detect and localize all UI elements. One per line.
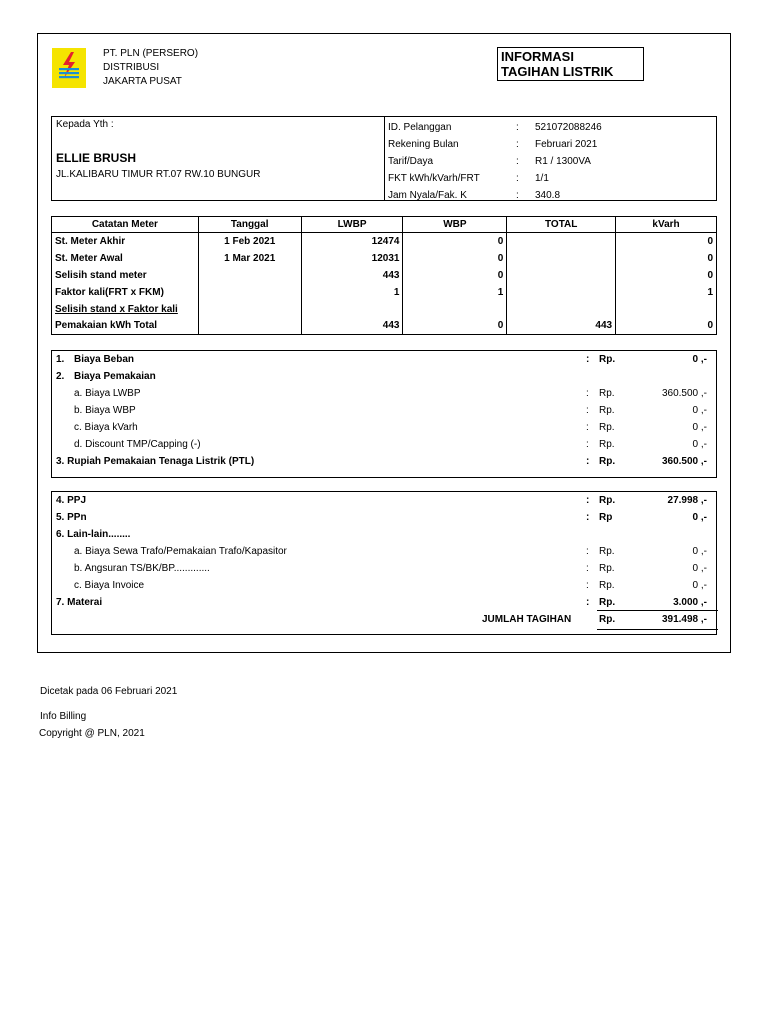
charge-sep: : xyxy=(586,354,590,365)
table-row xyxy=(52,284,717,301)
charge-amount: 360.500 ,- xyxy=(661,388,707,399)
meter-wbp: 0 xyxy=(403,250,507,267)
company-header xyxy=(103,47,198,89)
charge-label: b. Angsuran TS/BK/BP............. xyxy=(74,563,210,574)
charge-currency: Rp. xyxy=(599,439,615,450)
charge-amount: 0 ,- xyxy=(692,422,707,433)
charge-row xyxy=(52,560,716,577)
charge-sep: : xyxy=(586,439,589,450)
meter-total xyxy=(507,301,616,318)
charge-row xyxy=(52,385,716,402)
info-value: R1 / 1300VA xyxy=(535,156,591,167)
meter-total xyxy=(507,250,616,267)
info-row-hours xyxy=(388,187,708,204)
meter-total: 443 xyxy=(507,318,616,335)
recipient-name: ELLIE BRUSH xyxy=(56,151,137,165)
meter-kvarh: 0 xyxy=(616,233,717,250)
info-label: FKT kWh/kVarh/FRT xyxy=(388,173,480,184)
charge-sep: : xyxy=(586,405,589,416)
table-row xyxy=(52,318,717,335)
document-title xyxy=(497,47,644,81)
info-sep: : xyxy=(516,139,519,150)
meter-date: 1 Mar 2021 xyxy=(198,250,301,267)
info-label: Jam Nyala/Fak. K xyxy=(388,190,467,201)
meter-lwbp xyxy=(301,301,403,318)
charge-label: c. Biaya kVarh xyxy=(74,422,138,433)
charge-currency: Rp. xyxy=(599,546,615,557)
meter-lwbp: 443 xyxy=(301,318,403,335)
meter-kvarh: 0 xyxy=(616,250,717,267)
charge-amount: 0 ,- xyxy=(692,563,707,574)
charge-currency: Rp. xyxy=(599,354,616,365)
charge-sep: : xyxy=(586,456,590,467)
charge-row xyxy=(52,419,716,436)
info-row-fkt xyxy=(388,170,708,187)
total-divider-bottom xyxy=(597,629,718,630)
info-sep: : xyxy=(516,173,519,184)
meter-date xyxy=(198,284,301,301)
total-currency: Rp. xyxy=(599,614,616,625)
meter-header-row xyxy=(52,217,717,233)
pln-logo xyxy=(52,48,86,88)
charge-label: Biaya Pemakaian xyxy=(74,371,156,382)
meter-label: Pemakaian kWh Total xyxy=(52,318,199,335)
meter-kvarh xyxy=(616,301,717,318)
table-row xyxy=(52,250,717,267)
charge-amount: 0 ,- xyxy=(692,439,707,450)
company-division: DISTRIBUSI xyxy=(103,62,160,73)
copyright: Copyright @ PLN, 2021 xyxy=(39,728,145,739)
meter-date xyxy=(198,301,301,318)
meter-wbp: 0 xyxy=(403,267,507,284)
meter-lwbp: 12474 xyxy=(301,233,403,250)
table-row xyxy=(52,301,717,318)
charge-label: a. Biaya Sewa Trafo/Pemakaian Trafo/Kapasitor xyxy=(74,546,287,557)
meter-header-cell: LWBP xyxy=(301,217,403,233)
charge-label: a. Biaya LWBP xyxy=(74,388,141,399)
charge-sep: : xyxy=(586,422,589,433)
charge-label: c. Biaya Invoice xyxy=(74,580,145,591)
meter-wbp xyxy=(403,301,507,318)
charge-amount: 27.998 ,- xyxy=(667,495,707,506)
charges-box-usage xyxy=(51,350,717,478)
info-row-month xyxy=(388,136,708,153)
table-row xyxy=(52,267,717,284)
meter-wbp: 1 xyxy=(403,284,507,301)
info-label: ID. Pelanggan xyxy=(388,122,452,133)
title-line-2: TAGIHAN LISTRIK xyxy=(501,64,614,79)
meter-kvarh: 0 xyxy=(616,318,717,335)
customer-box-divider xyxy=(384,117,385,200)
total-amount: 391.498 ,- xyxy=(661,614,707,625)
charge-currency: Rp. xyxy=(599,580,615,591)
charge-row xyxy=(52,492,716,509)
meter-table xyxy=(51,216,717,335)
meter-lwbp: 1 xyxy=(301,284,403,301)
info-value: Februari 2021 xyxy=(535,139,598,150)
charge-currency: Rp. xyxy=(599,563,615,574)
meter-header-cell: kVarh xyxy=(616,217,717,233)
info-value: 521072088246 xyxy=(535,122,602,133)
charge-row xyxy=(52,526,716,543)
title-line-1: INFORMASI xyxy=(501,49,574,64)
info-sep: : xyxy=(516,122,519,133)
meter-kvarh: 0 xyxy=(616,267,717,284)
charge-amount: 0 ,- xyxy=(692,546,707,557)
meter-lwbp: 443 xyxy=(301,267,403,284)
charge-row xyxy=(52,577,716,594)
meter-date: 1 Feb 2021 xyxy=(198,233,301,250)
meter-label: Faktor kali(FRT x FKM) xyxy=(52,284,199,301)
meter-wbp: 0 xyxy=(403,233,507,250)
charge-label: d. Discount TMP/Capping (-) xyxy=(74,439,201,450)
charge-sep: : xyxy=(586,546,589,557)
charge-amount: 0 ,- xyxy=(692,512,707,523)
info-sep: : xyxy=(516,156,519,167)
customer-box xyxy=(51,116,717,201)
charge-sep: : xyxy=(586,580,589,591)
total-label: JUMLAH TAGIHAN xyxy=(482,614,572,625)
meter-header-cell: WBP xyxy=(403,217,507,233)
meter-total xyxy=(507,284,616,301)
meter-wbp: 0 xyxy=(403,318,507,335)
charge-sep: : xyxy=(586,597,590,608)
charge-row xyxy=(52,402,716,419)
charge-label: 4. PPJ xyxy=(56,495,87,506)
meter-date xyxy=(198,318,301,335)
charge-row xyxy=(52,509,716,526)
charge-sep: : xyxy=(586,495,590,506)
charge-amount: 3.000 ,- xyxy=(673,597,707,608)
meter-header-cell: Tanggal xyxy=(198,217,301,233)
meter-date xyxy=(198,267,301,284)
info-row-tariff xyxy=(388,153,708,170)
table-row xyxy=(52,233,717,250)
charges-box-taxes xyxy=(51,491,717,635)
charge-label: 6. Lain-lain........ xyxy=(56,529,131,540)
charge-currency: Rp xyxy=(599,512,613,523)
charge-amount: 0 ,- xyxy=(692,354,707,365)
charge-sep: : xyxy=(586,563,589,574)
charge-num: 1. xyxy=(56,354,65,365)
charge-currency: Rp. xyxy=(599,597,616,608)
charge-currency: Rp. xyxy=(599,422,615,433)
meter-label: Selisih stand meter xyxy=(52,267,199,284)
charge-row xyxy=(52,351,716,368)
charge-amount: 0 ,- xyxy=(692,405,707,416)
charge-amount: 0 ,- xyxy=(692,580,707,591)
info-label: Rekening Bulan xyxy=(388,139,459,150)
info-billing: Info Billing xyxy=(40,711,87,722)
info-row-id xyxy=(388,119,708,136)
charge-row xyxy=(52,368,716,385)
meter-label: St. Meter Awal xyxy=(52,250,199,267)
charge-label: 7. Materai xyxy=(56,597,103,608)
meter-label: Selisih stand x Faktor kali xyxy=(52,301,199,318)
charge-label: b. Biaya WBP xyxy=(74,405,136,416)
meter-total xyxy=(507,233,616,250)
charge-sep: : xyxy=(586,388,589,399)
meter-header-cell: Catatan Meter xyxy=(52,217,199,233)
charge-row xyxy=(52,594,716,611)
charge-amount: 360.500 ,- xyxy=(661,456,707,467)
charge-label: 3. Rupiah Pemakaian Tenaga Listrik (PTL) xyxy=(56,456,255,467)
charge-sep: : xyxy=(586,512,590,523)
charge-row xyxy=(52,436,716,453)
info-sep: : xyxy=(516,190,519,201)
charge-row xyxy=(52,453,716,470)
charge-currency: Rp. xyxy=(599,388,615,399)
charge-label: 5. PPn xyxy=(56,512,87,523)
meter-total xyxy=(507,267,616,284)
info-value: 1/1 xyxy=(535,173,549,184)
meter-header-cell: TOTAL xyxy=(507,217,616,233)
recipient-address: JL.KALIBARU TIMUR RT.07 RW.10 BUNGUR xyxy=(56,169,261,180)
charge-currency: Rp. xyxy=(599,495,616,506)
recipient-label: Kepada Yth : xyxy=(56,119,114,130)
charge-label: Biaya Beban xyxy=(74,354,135,365)
charge-num: 2. xyxy=(56,371,65,382)
printed-date: Dicetak pada 06 Februari 2021 xyxy=(40,686,178,697)
company-region: JAKARTA PUSAT xyxy=(103,76,182,87)
charge-currency: Rp. xyxy=(599,405,615,416)
meter-lwbp: 12031 xyxy=(301,250,403,267)
meter-kvarh: 1 xyxy=(616,284,717,301)
meter-label: St. Meter Akhir xyxy=(52,233,199,250)
info-label: Tarif/Daya xyxy=(388,156,434,167)
company-name: PT. PLN (PERSERO) xyxy=(103,48,199,59)
charge-currency: Rp. xyxy=(599,456,616,467)
charge-row xyxy=(52,543,716,560)
info-value: 340.8 xyxy=(535,190,561,201)
total-row xyxy=(52,611,716,628)
